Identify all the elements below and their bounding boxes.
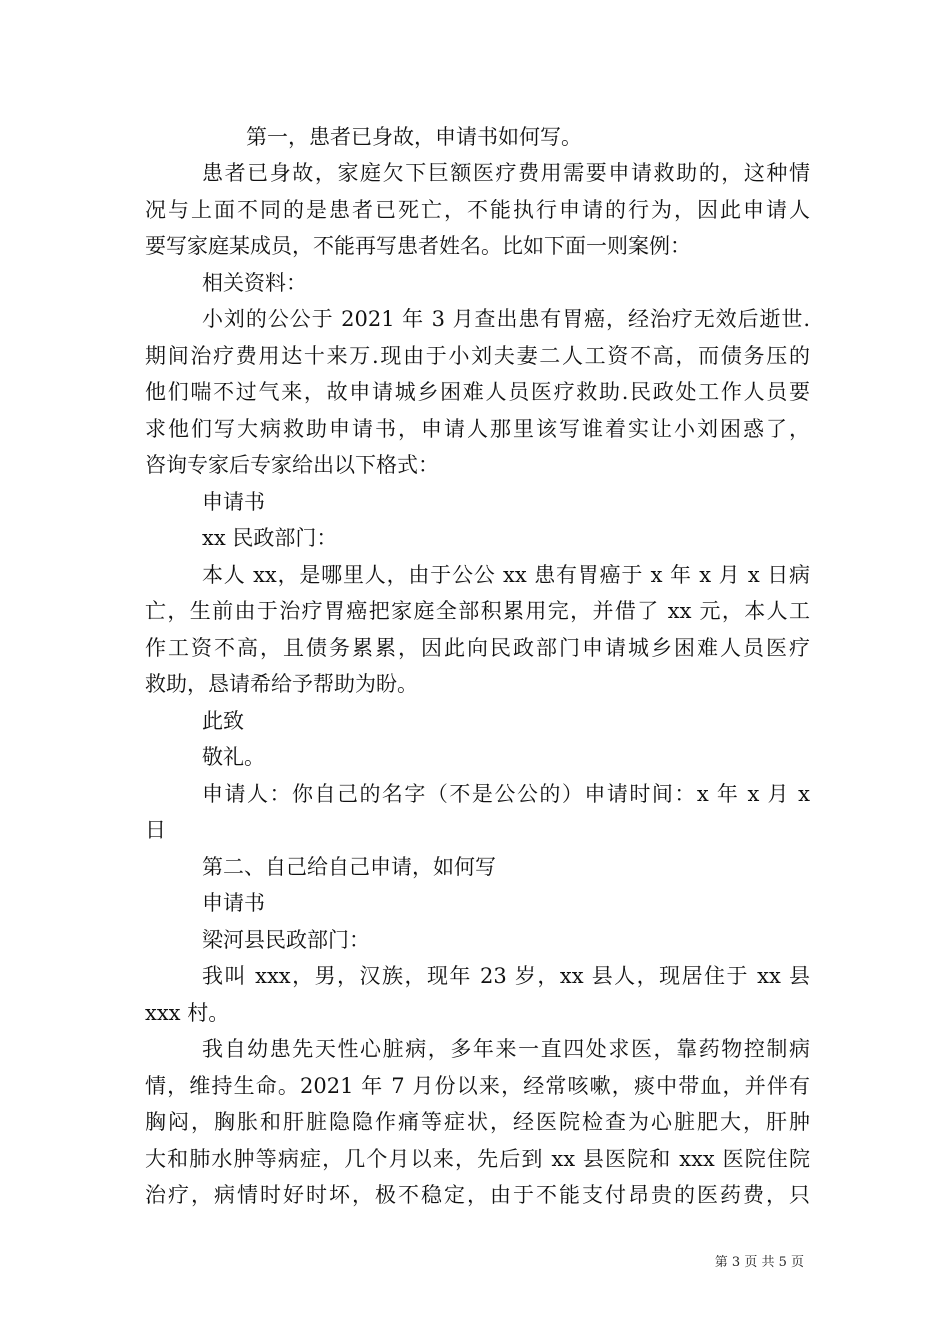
- text-line: 要写家庭某成员，不能再写患者姓名。比如下面一则案例：: [145, 234, 691, 258]
- text-line: 我自幼患先天性心脏病，多年来一直四处求医，靠药物控制病: [202, 1037, 810, 1061]
- page-number: 第 3 页 共 5 页: [714, 1255, 804, 1270]
- text-line: 日: [145, 818, 166, 842]
- text-line: 申请书: [202, 490, 265, 514]
- text-line: 况与上面不同的是患者已死亡，不能执行申请的行为，因此申请人: [145, 198, 810, 222]
- text-line: 作工资不高，且债务累累，因此向民政部门申请城乡困难人员医疗: [145, 636, 810, 660]
- text-line: 我叫 xxx，男，汉族，现年 23 岁，xx 县人，现居住于 xx 县: [202, 964, 810, 988]
- text-line: 梁河县民政部门：: [202, 928, 370, 952]
- text-line: 第一，患者已身故，申请书如何写。: [246, 125, 582, 149]
- text-line: 救助，恳请希给予帮助为盼。: [145, 672, 418, 696]
- text-line: 大和肺水肿等病症，几个月以来，先后到 xx 县医院和 xxx 医院住院: [145, 1147, 810, 1171]
- text-line: 治疗，病情时好时坏，极不稳定，由于不能支付昂贵的医药费，只: [145, 1183, 810, 1207]
- text-line: 此致: [202, 709, 244, 733]
- text-line: 患者已身故，家庭欠下巨额医疗费用需要申请救助的，这种情: [202, 161, 810, 185]
- text-line: 小刘的公公于 2021 年 3 月查出患有胃癌，经治疗无效后逝世.: [202, 307, 810, 331]
- text-line: 申请人：你自己的名字（不是公公的）申请时间：x 年 x 月 x: [202, 782, 810, 806]
- text-line: 相关资料：: [202, 271, 307, 295]
- text-line: 他们喘不过气来，故申请城乡困难人员医疗救助.民政处工作人员要: [145, 380, 810, 404]
- text-line: 亡，生前由于治疗胃癌把家庭全部积累用完，并借了 xx 元，本人工: [145, 599, 810, 623]
- text-line: xx 民政部门：: [202, 526, 338, 550]
- text-line: 申请书: [202, 891, 265, 915]
- text-line: 第二、自己给自己申请，如何写: [202, 855, 496, 879]
- text-line: xxx 村。: [145, 1001, 230, 1025]
- text-line: 敬礼。: [202, 745, 265, 769]
- text-line: 期间治疗费用达十来万.现由于小刘夫妻二人工资不高，而债务压的: [145, 344, 810, 368]
- text-line: 咨询专家后专家给出以下格式：: [145, 453, 439, 477]
- text-line: 胸闷，胸胀和肝脏隐隐作痛等症状，经医院检查为心脏肥大，肝肿: [145, 1110, 810, 1134]
- text-line: 求他们写大病救助申请书，申请人那里该写谁着实让小刘困惑了，: [145, 417, 810, 441]
- text-line: 本人 xx，是哪里人，由于公公 xx 患有胃癌于 x 年 x 月 x 日病: [202, 563, 810, 587]
- text-line: 情，维持生命。2021 年 7 月份以来，经常咳嗽，痰中带血，并伴有: [145, 1074, 810, 1098]
